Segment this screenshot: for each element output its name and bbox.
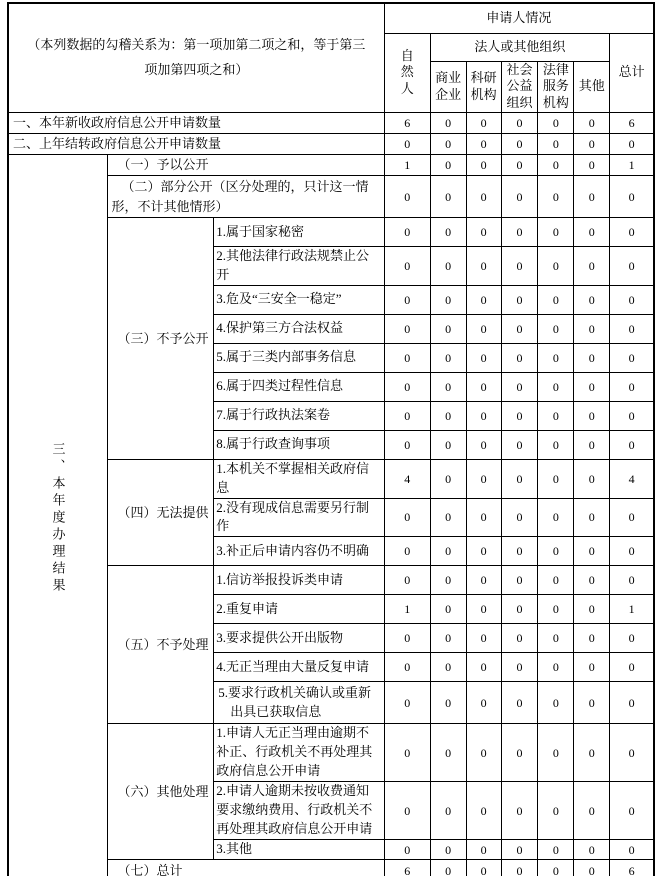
value-cell: 0 [538, 176, 574, 218]
value-cell: 0 [610, 401, 654, 430]
value-cell: 0 [466, 314, 501, 343]
value-cell: 0 [430, 782, 466, 840]
item-label: 3.危及“三安全一稳定” [214, 285, 384, 314]
value-cell: 0 [538, 155, 574, 176]
value-cell: 0 [574, 218, 610, 247]
col-group-applicant: 申请人情况 [384, 3, 654, 33]
value-cell: 0 [501, 113, 538, 134]
value-cell: 0 [574, 134, 610, 155]
value-cell: 0 [574, 247, 610, 286]
value-cell: 1 [384, 155, 430, 176]
value-cell: 0 [384, 314, 430, 343]
value-cell: 4 [610, 459, 654, 498]
value-cell: 0 [430, 860, 466, 876]
value-cell: 0 [430, 343, 466, 372]
value-cell: 0 [610, 430, 654, 459]
value-cell: 0 [466, 459, 501, 498]
value-cell: 0 [610, 840, 654, 860]
value-cell: 0 [501, 343, 538, 372]
value-cell: 0 [501, 860, 538, 876]
value-cell: 0 [574, 682, 610, 724]
value-cell: 0 [430, 840, 466, 860]
value-cell: 0 [430, 401, 466, 430]
value-cell: 0 [384, 566, 430, 595]
value-cell: 0 [466, 682, 501, 724]
value-cell: 6 [610, 113, 654, 134]
value-cell: 0 [384, 498, 430, 537]
value-cell: 0 [466, 595, 501, 624]
value-cell: 0 [574, 566, 610, 595]
table-row [8, 155, 654, 176]
value-cell: 0 [501, 595, 538, 624]
value-cell: 0 [538, 498, 574, 537]
value-cell: 0 [430, 155, 466, 176]
value-cell: 0 [574, 498, 610, 537]
value-cell: 0 [610, 724, 654, 782]
item-label: 7.属于行政执法案卷 [214, 401, 384, 430]
value-cell: 0 [430, 218, 466, 247]
value-cell: 0 [466, 860, 501, 876]
value-cell: 0 [466, 430, 501, 459]
section3-vertical-label: 三、本年度办理结果 [8, 155, 107, 876]
col-research: 科研机构 [466, 61, 501, 113]
item-label: 5.属于三类内部事务信息 [214, 343, 384, 372]
section-label: （七）总计 [107, 860, 384, 876]
item-label: 3.补正后申请内容仍不明确 [214, 537, 384, 566]
row-label: 一、本年新收政府信息公开申请数量 [8, 113, 384, 134]
value-cell: 0 [466, 218, 501, 247]
item-label: 5.要求行政机关确认或重新出具已获取信息 [214, 682, 384, 724]
value-cell: 0 [466, 247, 501, 286]
section-label: （六）其他处理 [107, 724, 214, 860]
value-cell: 0 [430, 247, 466, 286]
value-cell: 0 [466, 372, 501, 401]
value-cell: 0 [384, 218, 430, 247]
value-cell: 0 [610, 372, 654, 401]
value-cell: 0 [610, 653, 654, 682]
value-cell: 0 [538, 401, 574, 430]
col-other: 其他 [574, 61, 610, 113]
value-cell: 0 [538, 372, 574, 401]
value-cell: 0 [501, 624, 538, 653]
value-cell: 0 [384, 537, 430, 566]
value-cell: 0 [574, 537, 610, 566]
item-label: 2.重复申请 [214, 595, 384, 624]
value-cell: 0 [430, 566, 466, 595]
value-cell: 4 [384, 459, 430, 498]
value-cell: 0 [430, 724, 466, 782]
section-label: （二）部分公开（区分处理的，只计这一情形，不计其他情形） [107, 176, 384, 218]
value-cell: 0 [538, 860, 574, 876]
value-cell: 0 [501, 218, 538, 247]
table-row [8, 113, 654, 134]
value-cell: 0 [574, 782, 610, 840]
item-label: 4.无正当理由大量反复申请 [214, 653, 384, 682]
value-cell: 0 [430, 285, 466, 314]
reconciliation-note: （本列数据的勾稽关系为：第一项加第二项之和，等于第三项加第四项之和） [8, 3, 384, 113]
value-cell: 0 [430, 624, 466, 653]
value-cell: 0 [501, 724, 538, 782]
value-cell: 0 [384, 430, 430, 459]
value-cell: 0 [430, 372, 466, 401]
value-cell: 0 [384, 176, 430, 218]
col-group-legal: 法人或其他组织 [430, 33, 610, 61]
value-cell: 0 [466, 782, 501, 840]
value-cell: 0 [538, 724, 574, 782]
value-cell: 0 [430, 314, 466, 343]
value-cell: 0 [610, 343, 654, 372]
value-cell: 0 [384, 247, 430, 286]
item-label: 2.没有现成信息需要另行制作 [214, 498, 384, 537]
value-cell: 0 [501, 401, 538, 430]
value-cell: 0 [574, 595, 610, 624]
value-cell: 0 [501, 782, 538, 840]
value-cell: 0 [574, 176, 610, 218]
item-label: 3.要求提供公开出版物 [214, 624, 384, 653]
col-commercial: 商业企业 [430, 61, 466, 113]
value-cell: 0 [384, 840, 430, 860]
value-cell: 0 [538, 653, 574, 682]
value-cell: 0 [384, 343, 430, 372]
value-cell: 0 [384, 285, 430, 314]
value-cell: 0 [610, 566, 654, 595]
value-cell: 0 [466, 724, 501, 782]
value-cell: 0 [538, 247, 574, 286]
value-cell: 0 [501, 430, 538, 459]
value-cell: 0 [538, 343, 574, 372]
value-cell: 0 [430, 653, 466, 682]
table-row [8, 134, 654, 155]
value-cell: 0 [501, 498, 538, 537]
value-cell: 0 [574, 401, 610, 430]
value-cell: 0 [610, 782, 654, 840]
item-label: 1.本机关不掌握相关政府信息 [214, 459, 384, 498]
value-cell: 0 [538, 218, 574, 247]
value-cell: 0 [538, 566, 574, 595]
value-cell: 0 [610, 498, 654, 537]
value-cell: 0 [466, 176, 501, 218]
item-label: 8.属于行政查询事项 [214, 430, 384, 459]
value-cell: 0 [574, 840, 610, 860]
item-label: 4.保护第三方合法权益 [214, 314, 384, 343]
value-cell: 6 [384, 113, 430, 134]
value-cell: 0 [574, 653, 610, 682]
value-cell: 0 [384, 401, 430, 430]
value-cell: 0 [466, 498, 501, 537]
value-cell: 0 [574, 314, 610, 343]
value-cell: 0 [430, 176, 466, 218]
value-cell: 0 [466, 653, 501, 682]
value-cell: 0 [430, 537, 466, 566]
value-cell: 0 [430, 595, 466, 624]
value-cell: 0 [501, 176, 538, 218]
value-cell: 0 [384, 724, 430, 782]
col-legal-service: 法律服务机构 [538, 61, 574, 113]
item-label: 1.信访举报投诉类申请 [214, 566, 384, 595]
value-cell: 0 [574, 430, 610, 459]
value-cell: 0 [501, 459, 538, 498]
item-label: 3.其他 [214, 840, 384, 860]
value-cell: 0 [430, 498, 466, 537]
value-cell: 0 [610, 218, 654, 247]
value-cell: 0 [466, 285, 501, 314]
value-cell: 0 [384, 624, 430, 653]
value-cell: 0 [384, 682, 430, 724]
value-cell: 1 [610, 595, 654, 624]
value-cell: 0 [538, 624, 574, 653]
value-cell: 0 [538, 314, 574, 343]
item-label: 6.属于四类过程性信息 [214, 372, 384, 401]
value-cell: 0 [384, 372, 430, 401]
section-label: （一）予以公开 [107, 155, 384, 176]
value-cell: 0 [538, 595, 574, 624]
value-cell: 0 [501, 653, 538, 682]
value-cell: 0 [538, 134, 574, 155]
item-label: 2.申请人逾期未按收费通知要求缴纳费用、行政机关不再处理其政府信息公开申请 [214, 782, 384, 840]
value-cell: 0 [501, 155, 538, 176]
value-cell: 0 [430, 682, 466, 724]
value-cell: 0 [574, 624, 610, 653]
value-cell: 0 [466, 113, 501, 134]
value-cell: 0 [538, 682, 574, 724]
value-cell: 0 [466, 401, 501, 430]
col-public-welfare: 社会公益组织 [501, 61, 538, 113]
value-cell: 0 [610, 247, 654, 286]
value-cell: 0 [610, 624, 654, 653]
value-cell: 0 [466, 343, 501, 372]
value-cell: 0 [574, 343, 610, 372]
value-cell: 0 [538, 537, 574, 566]
col-natural-person: 自然人 [384, 33, 430, 113]
value-cell: 0 [501, 134, 538, 155]
row-label: 二、上年结转政府信息公开申请数量 [8, 134, 384, 155]
value-cell: 0 [574, 285, 610, 314]
value-cell: 0 [574, 113, 610, 134]
value-cell: 0 [466, 155, 501, 176]
value-cell: 0 [501, 566, 538, 595]
value-cell: 1 [610, 155, 654, 176]
value-cell: 0 [501, 314, 538, 343]
value-cell: 0 [466, 840, 501, 860]
header-row-1 [8, 3, 654, 33]
col-total: 总计 [610, 33, 654, 113]
disclosure-table [7, 2, 655, 876]
value-cell: 0 [501, 840, 538, 860]
value-cell: 0 [610, 314, 654, 343]
value-cell: 0 [610, 285, 654, 314]
value-cell: 0 [538, 840, 574, 860]
value-cell: 0 [574, 860, 610, 876]
value-cell: 0 [430, 113, 466, 134]
value-cell: 0 [501, 682, 538, 724]
value-cell: 0 [384, 134, 430, 155]
value-cell: 0 [501, 247, 538, 286]
value-cell: 6 [610, 860, 654, 876]
value-cell: 0 [538, 430, 574, 459]
value-cell: 0 [466, 537, 501, 566]
value-cell: 0 [574, 724, 610, 782]
value-cell: 0 [610, 682, 654, 724]
item-label: 2.其他法律行政法规禁止公开 [214, 247, 384, 286]
section-label: （五）不予处理 [107, 566, 214, 724]
value-cell: 1 [384, 595, 430, 624]
value-cell: 0 [610, 176, 654, 218]
value-cell: 0 [574, 372, 610, 401]
section-label: （四）无法提供 [107, 459, 214, 565]
value-cell: 0 [610, 537, 654, 566]
value-cell: 0 [384, 653, 430, 682]
value-cell: 0 [538, 285, 574, 314]
value-cell: 0 [610, 134, 654, 155]
value-cell: 0 [384, 782, 430, 840]
value-cell: 0 [538, 782, 574, 840]
value-cell: 0 [466, 566, 501, 595]
value-cell: 0 [466, 624, 501, 653]
value-cell: 0 [538, 459, 574, 498]
section-label: （三）不予公开 [107, 218, 214, 460]
item-label: 1.申请人无正当理由逾期不补正、行政机关不再处理其政府信息公开申请 [214, 724, 384, 782]
value-cell: 0 [538, 113, 574, 134]
value-cell: 0 [501, 285, 538, 314]
item-label: 1.属于国家秘密 [214, 218, 384, 247]
value-cell: 0 [501, 537, 538, 566]
value-cell: 0 [430, 430, 466, 459]
value-cell: 0 [430, 134, 466, 155]
value-cell: 0 [574, 459, 610, 498]
value-cell: 6 [384, 860, 430, 876]
value-cell: 0 [430, 459, 466, 498]
value-cell: 0 [574, 155, 610, 176]
value-cell: 0 [466, 134, 501, 155]
value-cell: 0 [501, 372, 538, 401]
